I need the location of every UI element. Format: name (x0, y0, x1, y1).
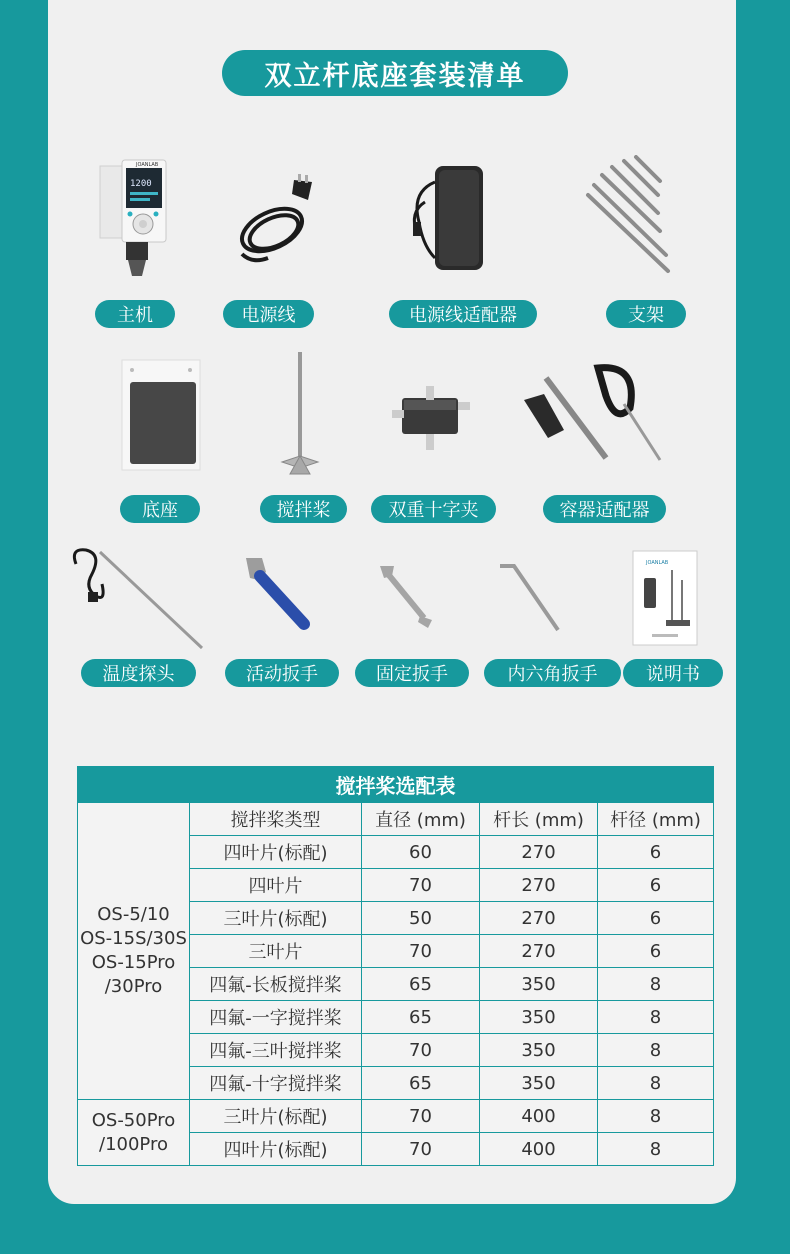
diameter-cell: 65 (362, 1001, 480, 1034)
rod-diameter-cell: 8 (598, 1034, 714, 1067)
item-label-open-end-wrench: 固定扳手 (355, 659, 469, 687)
rod-diameter-cell: 8 (598, 1133, 714, 1166)
item-label-container-adapter: 容器适配器 (543, 495, 666, 523)
paddle-selection-table (77, 766, 714, 1166)
paddle-type-cell: 四氟-长板搅拌桨 (190, 968, 362, 1001)
rod-diameter-cell: 6 (598, 869, 714, 902)
rod-diameter-cell: 8 (598, 1100, 714, 1133)
base-plate-icon (120, 358, 202, 472)
rod-length-cell: 400 (480, 1133, 598, 1166)
item-label-double-cross-clamp: 双重十字夹 (371, 495, 496, 523)
paddle-type-cell: 四氟-三叶搅拌桨 (190, 1034, 362, 1067)
container-adapter-icon (520, 360, 668, 466)
item-label-power-adapter: 电源线适配器 (389, 300, 537, 328)
item-label-support-rods: 支架 (606, 300, 686, 328)
rod-length-cell: 350 (480, 1034, 598, 1067)
diameter-cell: 50 (362, 902, 480, 935)
section-title: 双立杆底座套装清单 (222, 50, 568, 96)
double-cross-clamp-icon (390, 384, 472, 456)
open-end-wrench-icon (378, 564, 434, 628)
diameter-cell: 60 (362, 836, 480, 869)
diameter-cell: 70 (362, 935, 480, 968)
paddle-type-cell: 三叶片 (190, 935, 362, 968)
table-header-row (78, 803, 714, 836)
item-label-temperature-probe: 温度探头 (81, 659, 196, 687)
table-row (78, 1100, 714, 1133)
column-header: 搅拌桨类型 (190, 803, 362, 836)
rod-length-cell: 270 (480, 869, 598, 902)
paddle-type-cell: 四叶片(标配) (190, 1133, 362, 1166)
item-label-hex-key: 内六角扳手 (484, 659, 621, 687)
diameter-cell: 70 (362, 1100, 480, 1133)
rod-length-cell: 350 (480, 968, 598, 1001)
rod-length-cell: 400 (480, 1100, 598, 1133)
column-header: 直径 (mm) (362, 803, 480, 836)
diameter-cell: 70 (362, 1133, 480, 1166)
item-label-power-cord: 电源线 (223, 300, 314, 328)
rod-length-cell: 270 (480, 836, 598, 869)
power-cord-icon (232, 172, 322, 272)
diameter-cell: 65 (362, 1067, 480, 1100)
paddle-type-cell: 三叶片(标配) (190, 902, 362, 935)
adjustable-wrench-icon (238, 554, 314, 634)
rod-diameter-cell: 8 (598, 968, 714, 1001)
hex-key-icon (498, 562, 562, 634)
stirring-paddle-icon (276, 350, 322, 480)
paddle-type-cell: 四叶片(标配) (190, 836, 362, 869)
temperature-probe-icon (66, 544, 204, 652)
paddle-type-cell: 三叶片(标配) (190, 1100, 362, 1133)
model-cell: OS-5/10 OS-15S/30S OS-15Pro /30Pro (78, 803, 190, 1100)
item-label-adjustable-wrench: 活动扳手 (225, 659, 339, 687)
main-unit-screen-text: 1200 (130, 179, 152, 189)
rod-diameter-cell: 6 (598, 935, 714, 968)
paddle-type-cell: 四叶片 (190, 869, 362, 902)
manual-booklet-icon (632, 550, 698, 646)
rod-diameter-cell: 8 (598, 1001, 714, 1034)
rod-diameter-cell: 6 (598, 902, 714, 935)
rod-length-cell: 270 (480, 935, 598, 968)
stirrer-main-unit-icon (96, 156, 176, 280)
diameter-cell: 70 (362, 1034, 480, 1067)
main-unit-brand-text: JOANLAB (136, 162, 159, 168)
rod-length-cell: 350 (480, 1001, 598, 1034)
model-cell: OS-50Pro /100Pro (78, 1100, 190, 1166)
rod-diameter-cell: 8 (598, 1067, 714, 1100)
table-title: 搅拌桨选配表 (78, 767, 714, 803)
manual-logo-text: JOANLAB (646, 560, 669, 566)
item-label-base-plate: 底座 (120, 495, 200, 523)
rod-length-cell: 270 (480, 902, 598, 935)
column-header: 杆长 (mm) (480, 803, 598, 836)
item-label-manual: 说明书 (623, 659, 723, 687)
diameter-cell: 70 (362, 869, 480, 902)
paddle-type-cell: 四氟-十字搅拌桨 (190, 1067, 362, 1100)
diameter-cell: 65 (362, 968, 480, 1001)
paddle-type-cell: 四氟-一字搅拌桨 (190, 1001, 362, 1034)
rod-length-cell: 350 (480, 1067, 598, 1100)
power-adapter-icon (405, 162, 487, 274)
rod-diameter-cell: 6 (598, 836, 714, 869)
support-rods-icon (580, 155, 674, 277)
item-label-main-unit: 主机 (95, 300, 175, 328)
column-header: 杆径 (mm) (598, 803, 714, 836)
item-label-stirring-paddle: 搅拌桨 (260, 495, 347, 523)
